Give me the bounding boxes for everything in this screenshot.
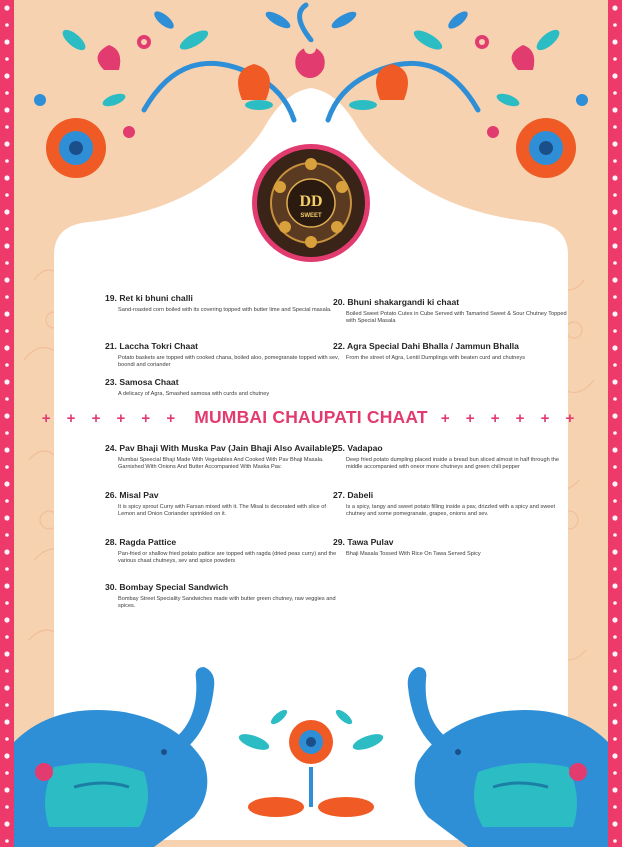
section-heading [14,407,608,428]
border-dot [613,805,617,809]
border-dot [4,719,9,724]
border-dot [613,669,617,673]
border-dot [613,363,617,367]
menu-item [105,293,345,314]
ornament-right: + + + + + + [440,410,581,427]
border-dot [5,805,9,809]
item-description: Bombay Street Speciality Sandwiches made with butter green chutney, raw veggies and spices. [118,596,336,610]
item-description: Pan-fried or shallow fried potato pattice are topped with ragda (dried peas curry) and the various chaat chutneys, sev and spice powders [118,551,337,565]
border-dot [4,311,9,316]
menu-item [105,443,345,472]
border-dot [4,685,9,690]
item-title: 29. Tawa Pulav [333,537,394,547]
border-dot [4,481,9,486]
item-title: 28. Ragda Pattice [105,537,177,547]
item-title: 26. Misal Pav [105,490,159,500]
border-dot [612,277,617,282]
item-title: 25. Vadapao [333,443,383,453]
item-description: Boiled Sweet Potato Cutes in Cube Served with Tamarind Sweet & Sour Chutney Topped with Special Masala [346,311,567,325]
border-dot [5,193,9,197]
border-dot [612,549,617,554]
border-dot [613,159,617,163]
section-title: MUMBAI CHAUPATI CHAAT [194,407,428,427]
item-title: 21. Laccha Tokri Chaat [105,341,198,351]
border-dot [5,329,9,333]
border-dot [612,583,617,588]
border-dot [612,379,617,384]
border-dot [4,549,9,554]
menu-item [333,490,573,519]
ornament-left: + + + + + + [41,410,182,427]
border-dot [612,413,617,418]
left-elephant-icon [14,667,214,847]
border-dot [4,107,9,112]
border-dot [613,703,617,707]
border-dot [5,771,9,775]
border-dot [612,39,617,44]
item-title: 20. Bhuni shakargandi ki chaat [333,297,460,307]
border-dot [612,209,617,214]
border-dot [4,651,9,656]
right-elephant-icon [408,667,608,847]
item-description: Deep fried potato dumpling placed inside a bread bun sliced almost in half through the middle accompanied with oneor more chutneys and green chili pepper [346,457,560,471]
border-dot [612,617,617,622]
border-dot [612,447,617,452]
border-dot [612,311,617,316]
border-dot [613,23,617,27]
item-description: Potato baskets are topped with cooked chana, boiled aloo, pomegranate topped with sev, boondi and coriander [118,355,339,369]
item-title: 19. Ret ki bhuni challi [105,293,193,303]
border-dot [613,91,617,95]
border-dot [612,345,617,350]
border-dot [5,57,9,61]
border-dot [4,413,9,418]
center-flower-icon [237,708,385,817]
border-dot [5,635,9,639]
border-dot [613,737,617,741]
border-dot [612,753,617,758]
item-description: Mumbai Speecial Bhaji Made With Vegetables And Cooked With Pav Bhaji Masala. Garnished With Onions And Butter Accompanied With Maska Pav. [118,457,324,471]
border-dot [613,601,617,605]
border-dot [613,431,617,435]
border-dot [613,567,617,571]
border-dot [4,617,9,622]
border-dot [4,277,9,282]
border-dot [4,209,9,214]
border-dot [4,243,9,248]
border-dot [612,515,617,520]
border-dot [5,567,9,571]
item-title: 24. Pav Bhaji With Muska Pav (Jain Bhaji Also Available) [105,443,335,453]
item-title: 30. Bombay Special Sandwich [105,582,229,592]
item-description: A delicacy of Agra, Smashed samosa with curds and chutney [118,391,270,397]
border-dot [5,839,9,843]
border-dot [4,447,9,452]
border-dot [5,363,9,367]
svg-text:SWEET: SWEET [300,213,322,219]
border-dot [4,753,9,758]
border-dot [5,601,9,605]
cream-background [14,0,608,847]
border-dot [612,5,617,10]
item-description: It is spicy sprout Curry with Farsan mixed with it. The Misal is decorated with slice of Lemon and Onion Coriander sprinkled on it. [118,504,326,518]
border-dot [5,533,9,537]
border-dot [5,669,9,673]
border-dot [5,397,9,401]
border-dot [612,787,617,792]
border-dot [4,821,9,826]
border-dot [612,175,617,180]
border-dot [612,73,617,78]
border-dot [612,481,617,486]
border-dot [4,787,9,792]
border-dot [612,821,617,826]
border-dot [613,329,617,333]
border-dot [4,515,9,520]
border-dot [613,771,617,775]
border-dot [613,57,617,61]
border-dot [5,227,9,231]
border-dot [4,39,9,44]
border-dot [612,141,617,146]
menu-item [105,582,345,611]
menu-item [105,341,345,370]
border-dot [5,261,9,265]
border-dot [613,295,617,299]
border-dot [612,719,617,724]
border-dot [5,91,9,95]
border-dot [4,5,9,10]
border-dot [5,431,9,435]
border-dot [5,499,9,503]
menu-item [333,297,573,326]
border-dot [5,295,9,299]
border-dot [4,141,9,146]
border-dot [5,737,9,741]
border-dot [613,499,617,503]
border-dot [613,125,617,129]
menu-item [105,490,345,519]
elephant-ornament-bottom [14,647,608,847]
item-title: 22. Agra Special Dahi Bhalla / Jammun Bhalla [333,341,519,351]
border-dot [613,635,617,639]
menu-item [333,443,573,472]
border-dot [613,839,617,843]
border-dot [613,261,617,265]
border-dot [613,397,617,401]
border-dot [5,465,9,469]
border-dot [5,23,9,27]
border-dot [4,583,9,588]
item-description: Bhaji Masala Tossed With Rice On Tawa Served Spicy [346,551,481,557]
item-description: Is a spicy, tangy and sweet potato filling inside a pav, drizzled with a spicy and sweet chutney and some pomegranate, grapes, onions and sev. [346,504,556,518]
menu-item [105,537,345,566]
border-dot [613,193,617,197]
item-description: From the street of Agra, Lentil Dumplings with beaten curd and chutneys [346,355,526,361]
border-dot [4,175,9,180]
menu-item [333,341,573,362]
border-dot [613,533,617,537]
border-dot [613,465,617,469]
border-dot [5,125,9,129]
border-dot [612,243,617,248]
border-dot [612,685,617,690]
border-dot [5,159,9,163]
item-title: 27. Dabeli [333,490,374,500]
border-dot [4,73,9,78]
border-dot [612,107,617,112]
dd-sweet-logo [250,142,372,264]
item-title: 23. Samosa Chaat [105,377,179,387]
border-dot [613,227,617,231]
item-description: Sand-roasted corn boiled with its covering topped with butter lime and Special masala. [118,307,332,313]
border-dot [4,379,9,384]
svg-text:DD: DD [299,193,323,210]
menu-item [333,537,573,558]
menu-item [105,377,345,398]
border-dot [5,703,9,707]
border-dot [612,651,617,656]
border-dot [4,345,9,350]
